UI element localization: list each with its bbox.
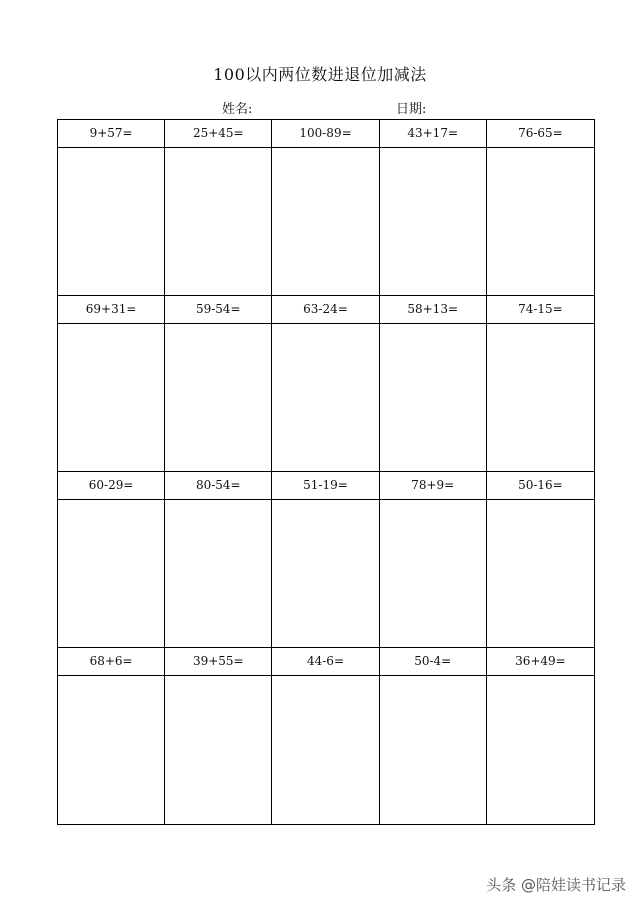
problem-cell	[487, 296, 594, 472]
problem-text: 58+13=	[380, 296, 486, 324]
work-area	[272, 676, 378, 824]
problem-text: 50-16=	[487, 472, 594, 500]
work-area	[58, 676, 164, 824]
work-area	[58, 148, 164, 295]
page-title: 100以内两位数进退位加减法	[213, 65, 427, 84]
problem-cell	[165, 120, 272, 296]
problem-text: 36+49=	[487, 648, 594, 676]
problem-cell	[380, 120, 487, 296]
problem-text: 51-19=	[272, 472, 378, 500]
problem-text: 25+45=	[165, 120, 271, 148]
work-area	[487, 324, 594, 471]
problem-text: 63-24=	[272, 296, 378, 324]
problem-cell	[272, 296, 379, 472]
work-area	[165, 148, 271, 295]
work-area	[58, 324, 164, 471]
problem-cell	[380, 296, 487, 472]
problem-text: 69+31=	[58, 296, 164, 324]
work-area	[165, 324, 271, 471]
problem-cell	[165, 472, 272, 648]
problem-text: 80-54=	[165, 472, 271, 500]
work-area	[380, 148, 486, 295]
problem-text: 9+57=	[58, 120, 164, 148]
work-area	[380, 324, 486, 471]
work-area	[272, 324, 378, 471]
problem-cell	[58, 120, 165, 296]
work-area	[380, 500, 486, 647]
work-area	[58, 500, 164, 647]
problem-cell	[487, 648, 594, 824]
work-area	[165, 500, 271, 647]
problem-text: 39+55=	[165, 648, 271, 676]
problem-cell	[272, 648, 379, 824]
work-area	[487, 500, 594, 647]
problem-cell	[272, 472, 379, 648]
problem-cell	[58, 296, 165, 472]
work-area	[165, 676, 271, 824]
problem-cell	[272, 120, 379, 296]
work-area	[487, 148, 594, 295]
work-area	[380, 676, 486, 824]
problem-cell	[165, 648, 272, 824]
problem-text: 68+6=	[58, 648, 164, 676]
problem-cell	[58, 648, 165, 824]
student-info-row	[0, 98, 640, 116]
watermark: 头条 @陪娃读书记录	[486, 876, 626, 894]
problem-text: 43+17=	[380, 120, 486, 148]
problem-cell	[165, 296, 272, 472]
problem-text: 76-65=	[487, 120, 594, 148]
problem-text: 100-89=	[272, 120, 378, 148]
problem-cell	[487, 472, 594, 648]
problem-cell	[380, 472, 487, 648]
problem-cell	[58, 472, 165, 648]
name-label: 姓名:	[222, 102, 253, 117]
problem-text: 44-6=	[272, 648, 378, 676]
problem-text: 59-54=	[165, 296, 271, 324]
problem-cell	[487, 120, 594, 296]
worksheet-grid	[57, 119, 595, 825]
problem-text: 50-4=	[380, 648, 486, 676]
work-area	[272, 500, 378, 647]
problem-text: 60-29=	[58, 472, 164, 500]
problem-cell	[380, 648, 487, 824]
work-area	[272, 148, 378, 295]
date-label: 日期:	[396, 102, 427, 117]
problem-text: 74-15=	[487, 296, 594, 324]
work-area	[487, 676, 594, 824]
problem-text: 78+9=	[380, 472, 486, 500]
